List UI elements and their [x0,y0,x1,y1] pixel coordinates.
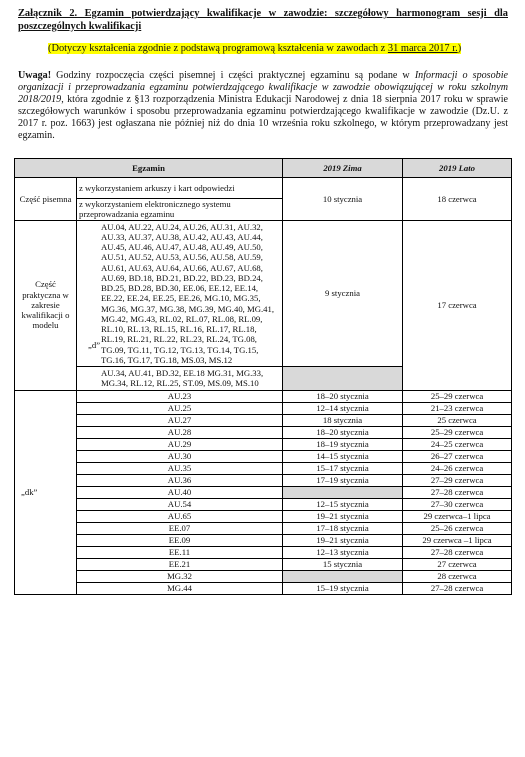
table-row [15,426,512,438]
written-winter: 10 stycznia [283,178,403,221]
dk-summer: 29 czerwca–1 lipca [403,510,512,522]
table-row [15,582,512,594]
table-row [15,390,512,402]
model-d-label: „d” [88,339,101,350]
table-header-row [15,159,512,178]
dk-code: EE.09 [77,534,283,546]
dk-winter: 15–17 stycznia [283,462,403,474]
dk-winter: 19–21 stycznia [283,534,403,546]
dk-winter: 15 stycznia [283,558,403,570]
dk-code: AU.30 [77,450,283,462]
table-row [15,402,512,414]
table-row [15,546,512,558]
table-row [15,450,512,462]
table-row [15,534,512,546]
dk-winter: 18–19 stycznia [283,438,403,450]
highlighted-note: (Dotyczy kształcenia zgodnie z podstawą programową kształcenia w zawodach z 31 marca 2017 r.) [48,43,462,54]
model-d-codes-b: AU.34, AU.41, BD.32, EE.18 MG.31, MG.33, MG.34, RL.12, RL.25, ST.09, MS.09, MS.10 [77,367,283,391]
dk-winter [283,486,403,498]
dk-summer: 26–27 czerwca [403,450,512,462]
dk-code: AU.65 [77,510,283,522]
model-dk-label: „dk” [15,390,77,594]
header-exam: Egzamin [15,159,283,178]
table-row [15,558,512,570]
table-row [15,486,512,498]
dk-code: EE.07 [77,522,283,534]
dk-winter: 12–14 stycznia [283,402,403,414]
practical-label: Część praktyczna w zakresie kwalifikacji o modelu [15,220,77,390]
dk-code: EE.11 [77,546,283,558]
written-summer: 18 czerwca [403,178,512,221]
dk-code: AU.40 [77,486,283,498]
written-label: Część pisemna [15,178,77,221]
dk-code: AU.23 [77,390,283,402]
dk-summer: 25 czerwca [403,414,512,426]
table-row [15,570,512,582]
model-d-winter: 9 stycznia [283,220,403,367]
dk-winter: 12–13 stycznia [283,546,403,558]
dk-winter: 12–15 stycznia [283,498,403,510]
dk-summer: 25–29 czerwca [403,390,512,402]
table-row [15,498,512,510]
page-heading: Załącznik 2. Egzamin potwierdzający kwalifikacje w zawodzie: szczegółowy harmonogram sesji dla poszczególnych kwalifikacji [18,8,508,32]
dk-winter: 17–18 stycznia [283,522,403,534]
dk-code: AU.25 [77,402,283,414]
model-d-codes-a: „d” AU.04, AU.22, AU.24, AU.26, AU.31, AU.32, AU.33, AU.37, AU.38, AU.42, AU.43, AU.44, AU.45, AU.46, AU.47, AU.48, AU.49, AU.50, AU.51, AU.52, AU.53, AU.56, AU.58, AU.59, AU.61, AU.63, AU.64, AU.66, AU.67, AU.68, AU.69, BD.18, BD.21, BD.22, BD.23, BD.24, BD.25, BD.28, BD.30, EE.06, EE.12, EE.14, EE.22, EE.24, EE.25, EE.26, MG.10, MG.35, MG.36, MG.37, MG.38, MG.39, MG.40, MG.41, MG.42, MG.43, RL.02, RL.07, RL.08, RL.09, RL.10, RL.13, RL.15, RL.16, RL.17, RL.18, RL.19, RL.21, RL.22, RL.23, RL.24, TG.08, TG.09, TG.11, TG.12, TG.13, TG.14, TG.15, TG.16, TG.17, TG.18, MS.03, MS.12 [77,220,283,367]
dk-summer: 27–28 czerwca [403,546,512,558]
model-d-summer: 17 czerwca [403,220,512,390]
dk-winter: 14–15 stycznia [283,450,403,462]
warning-paragraph: Uwaga! Godziny rozpoczęcia części pisemnej i części praktycznej egzaminu są podane w Informacji o sposobie organizacji i przeprowadzania egzaminu potwierdzającego kwalifikacje w zawodzie obowiązującej w roku szkolnym 2018/2019, która zgodnie z §13 rozporządzenia Ministra Edukacji Narodowej z dnia 18 sierpnia 2017 roku w sprawie szczegółowych warunków i sposobu przeprowadzania egzaminu potwierdzającego kwalifikacje w zawodzie (Dz.U. z 2017 r. poz. 1663) jest ogłaszana nie później niż do dnia 10 września roku szkolnego, w którym przeprowadzany jest egzamin. [18,70,508,142]
dk-winter: 19–21 stycznia [283,510,403,522]
dk-summer: 24–26 czerwca [403,462,512,474]
practical-d-row-1 [15,220,512,367]
dk-winter: 17–19 stycznia [283,474,403,486]
applicability-note [48,42,508,55]
written-row-1 [15,178,512,199]
dk-winter: 18–20 stycznia [283,426,403,438]
dk-winter: 18–20 stycznia [283,390,403,402]
table-row [15,438,512,450]
header-summer: 2019 Lato [403,159,512,178]
warning-label: Uwaga! [18,70,52,81]
dk-summer: 25–26 czerwca [403,522,512,534]
table-row [15,474,512,486]
model-d-winter-empty [283,367,403,391]
written-option-electronic: z wykorzystaniem elektronicznego systemu przeprowadzania egzaminu [77,199,283,221]
warning-info-title: Informacji o sposobie organizacji i przeprowadzania egzaminu potwierdzającego kwalifikacje w zawodzie obowiązującej w roku szkolnym 2018/2019 [18,70,508,106]
dk-summer: 27–30 czerwca [403,498,512,510]
dk-code: AU.28 [77,426,283,438]
dk-summer: 27–28 czerwca [403,582,512,594]
dk-code: MG.44 [77,582,283,594]
dk-summer: 28 czerwca [403,570,512,582]
dk-summer: 29 czerwca –1 lipca [403,534,512,546]
dk-code: AU.54 [77,498,283,510]
dk-summer: 25–29 czerwca [403,426,512,438]
table-row [15,522,512,534]
dk-code: AU.29 [77,438,283,450]
dk-winter [283,570,403,582]
dk-winter: 18 stycznia [283,414,403,426]
table-row [15,414,512,426]
dk-summer: 21–23 czerwca [403,402,512,414]
table-row [15,462,512,474]
header-winter: 2019 Zima [283,159,403,178]
dk-code: MG.32 [77,570,283,582]
dk-summer: 27–28 czerwca [403,486,512,498]
dk-code: AU.36 [77,474,283,486]
table-row [15,510,512,522]
dk-code: AU.35 [77,462,283,474]
dk-winter: 15–19 stycznia [283,582,403,594]
note-date: 31 marca 2017 r. [387,43,458,54]
dk-summer: 27 czerwca [403,558,512,570]
dk-summer: 27–29 czerwca [403,474,512,486]
dk-code: AU.27 [77,414,283,426]
exam-schedule-table [14,158,512,595]
dk-code: EE.21 [77,558,283,570]
dk-summer: 24–25 czerwca [403,438,512,450]
written-option-sheets: z wykorzystaniem arkuszy i kart odpowiedzi [77,178,283,199]
